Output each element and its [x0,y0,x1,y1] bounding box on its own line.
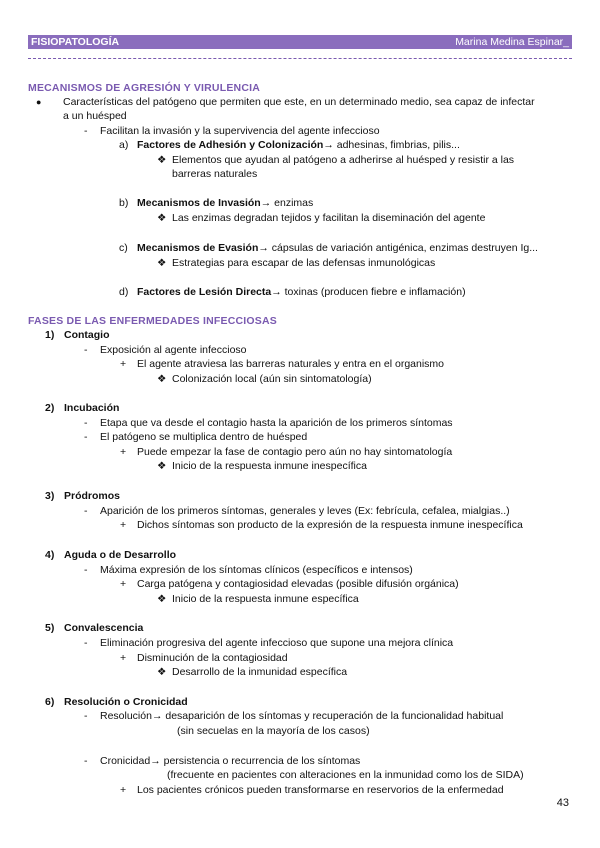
item-d [137,286,466,299]
dash-marker: - [84,431,88,443]
phase-6-marker: 6) [45,696,55,708]
item-c-marker: c) [119,242,128,254]
phase-5-line1: Eliminación progresiva del agente infeccioso que supone una mejora clínica [100,637,454,649]
header-divider [28,58,572,59]
item-b-rest: → enzimas [260,197,314,209]
bullet-marker: ● [36,97,42,107]
item-d-rest: → toxinas (producen fiebre e inflamación) [271,286,466,298]
item-b-marker: b) [119,197,129,209]
item-c-rest: → cápsulas de variación antigénica, enzimas destruyen Ig... [258,242,538,254]
phase-6-line1: Resolución→ desaparición de los síntomas y recuperación de la funcionalidad habitual [100,710,504,722]
phase-4-marker: 4) [45,549,55,561]
header-author: Marina Medina Espinar_ [455,36,569,48]
item-a-rest: → adhesinas, fimbrias, pilis... [323,139,460,151]
phase-4-line3: Inicio de la respuesta inmune específica [172,593,359,605]
phase-5-marker: 5) [45,622,55,634]
plus-marker: + [120,358,127,370]
item-a [137,139,460,152]
dash-marker: - [84,755,88,767]
phase-4-line2: Carga patógena y contagiosidad elevadas (posible difusión orgánica) [137,578,459,590]
item-b [137,197,313,210]
phase-2-marker: 2) [45,402,55,414]
phase-2-line3: Puede empezar la fase de contagio pero aún no hay sintomatología [137,446,453,458]
phase-5-line3: Desarrollo de la inmunidad específica [172,666,348,678]
phase-2-line4: Inicio de la respuesta inmune inespecífica [172,460,367,472]
dash-marker: - [84,637,88,649]
dash-marker: - [84,710,88,722]
section1-sub: Facilitan la invasión y la supervivencia del agente infeccioso [100,125,380,137]
phase-6-line5: Los pacientes crónicos pueden transformarse en reservorios de la enfermedad [137,784,504,796]
phase-3-line2: Dichos síntomas son producto de la expresión de la respuesta inmune inespecífica [137,519,523,531]
item-a-detail2: barreras naturales [172,168,258,180]
header-subject: FISIOPATOLOGÍA [31,36,120,48]
phase-1-title: Contagio [64,329,110,341]
phase-5-title: Convalescencia [64,622,144,634]
diamond-marker: ❖ [157,257,167,269]
dash-marker: - [84,564,88,576]
diamond-marker: ❖ [157,373,167,385]
phase-3-line1: Aparición de los primeros síntomas, generales y leves (Ex: febrícula, cefalea, mialgias..) [100,505,510,517]
item-c-title: Mecanismos de Evasión [137,242,259,254]
item-d-title: Factores de Lesión Directa [137,286,272,298]
item-a-detail1: Elementos que ayudan al patógeno a adherirse al huésped y resistir a las [172,154,515,166]
phase-5-line2: Disminución de la contagiosidad [137,652,288,664]
item-d-marker: d) [119,286,129,298]
plus-marker: + [120,652,127,664]
section1-bullet-line2: a un huésped [63,110,127,122]
phase-2-line1: Etapa que va desde el contagio hasta la aparición de los primeros síntomas [100,417,453,429]
item-b-title: Mecanismos de Invasión [137,197,261,209]
diamond-marker: ❖ [157,154,167,166]
page-number: 43 [556,797,569,809]
diamond-marker: ❖ [157,666,167,678]
dash-marker: - [84,125,88,137]
item-b-detail1: Las enzimas degradan tejidos y facilitan la diseminación del agente [172,212,486,224]
item-a-title: Factores de Adhesión y Colonización [137,139,324,151]
phase-3-title: Pródromos [64,490,121,502]
phase-3-marker: 3) [45,490,55,502]
phase-2-title: Incubación [64,402,120,414]
dash-marker: - [84,344,88,356]
section-title-mecanismos: MECANISMOS DE AGRESIÓN Y VIRULENCIA [28,82,261,94]
phase-4-line1: Máxima expresión de los síntomas clínicos (específicos e intensos) [100,564,413,576]
phase-1-marker: 1) [45,329,55,341]
item-a-marker: a) [119,139,129,151]
phase-6-line2: (sin secuelas en la mayoría de los casos) [177,725,370,737]
dash-marker: - [84,505,88,517]
phase-2-line2: El patógeno se multiplica dentro de huésped [100,431,308,443]
section-title-fases: FASES DE LAS ENFERMEDADES INFECCIOSAS [28,315,277,327]
phase-1-line2: El agente atraviesa las barreras naturales y entra en el organismo [137,358,445,370]
plus-marker: + [120,519,127,531]
phase-6-line4: (frecuente en pacientes con alteraciones en la inmunidad como los de SIDA) [167,769,524,781]
diamond-marker: ❖ [157,212,167,224]
item-c [137,242,538,255]
dash-marker: - [84,417,88,429]
diamond-marker: ❖ [157,593,167,605]
phase-1-line1: Exposición al agente infeccioso [100,344,247,356]
phase-6-line3: Cronicidad→ persistencia o recurrencia de los síntomas [100,755,361,767]
diamond-marker: ❖ [157,460,167,472]
phase-6-title: Resolución o Cronicidad [64,696,188,708]
page-header [28,35,572,49]
plus-marker: + [120,578,127,590]
section1-bullet-line1: Características del patógeno que permiten que este, en un determinado medio, sea capaz de infectar [63,96,535,108]
plus-marker: + [120,446,127,458]
phase-1-line3: Colonización local (aún sin sintomatología) [172,373,372,385]
item-c-detail1: Estrategias para escapar de las defensas inmunológicas [172,257,436,269]
phase-4-title: Aguda o de Desarrollo [64,549,177,561]
plus-marker: + [120,784,127,796]
